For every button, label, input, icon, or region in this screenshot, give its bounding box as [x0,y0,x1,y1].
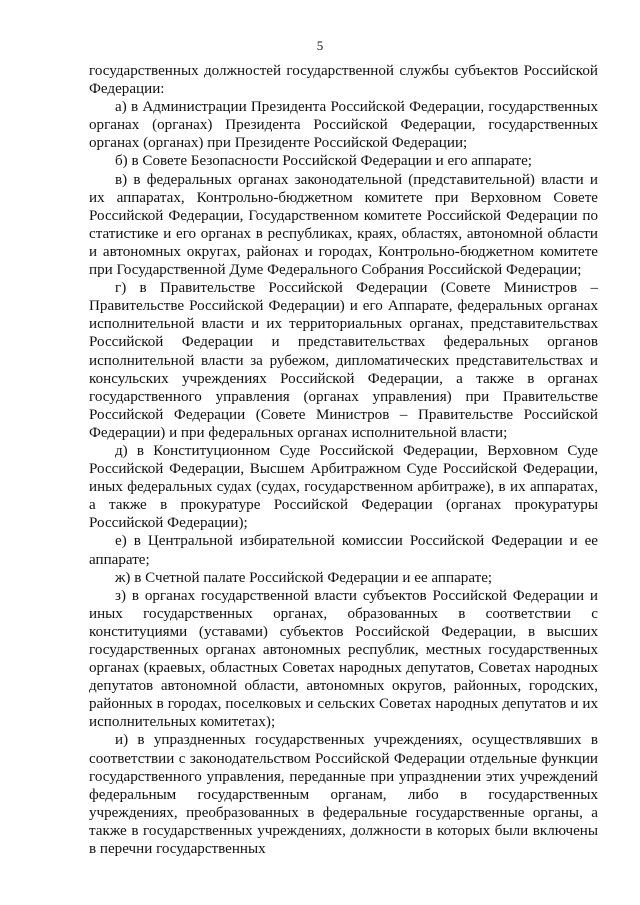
paragraph-item-v: в) в федеральных органах законодательной (представительной) власти и их аппаратах, Контрольно-бюджетном комитете при Верховном Совете Российской Федерации, Государственном комитете Российской Федерации по статистике и его органах в республиках, краях, областях, автономной области и автономных округах, районах и городах, Контрольно-бюджетном комитете при Государственной Думе Федерального Собрания Российской Федерации; [89,171,598,279]
page-number: 5 [316,38,324,53]
paragraph-item-e: е) в Центральной избирательной комиссии Российской Федерации и ее аппарате; [89,533,598,568]
paragraph-item-g: г) в Правительстве Российской Федерации (Совете Министров – Правительстве Российской Федерации) и его Аппарате, федеральных органах исполнительной власти и их территориальных органах, представительствах Российской Федерации и представительствах федеральных органов исполнительной власти за рубежом, дипломатических представительствах и консульских учреждениях Российской Федерации, а также в органах государственного управления (органах управления) при Правительстве Российской Федерации (Совете Министров – Правительстве Российской Федерации) и при федеральных органах исполнительной власти; [89,280,598,441]
paragraph-item-z: з) в органах государственной власти субъектов Российской Федерации и иных государственных органах, образованных в соответствии с конституциями (уставами) субъектов Российской Федерации, в высших государственных органах автономных республик, местных государственных органах (краевых, областных Советах народных депутатов, Советах народных депутатов автономной области, автономных округов, районных, городских, районных в городах, поселковых и сельских Советах народных депутатов и их исполнительных комитетах); [89,587,598,731]
paragraph-item-a: а) в Администрации Президента Российской Федерации, государственных органах (органах) Президента Российской Федерации, государственных органах (органах) при Президенте Российской Федерации; [89,99,598,152]
paragraph-intro: государственных должностей государственной службы субъектов Российской Федерации: [89,63,598,98]
paragraph-item-b: б) в Совете Безопасности Российской Федерации и его аппарате; [115,153,532,170]
paragraph-item-zh: ж) в Счетной палате Российской Федерации и ее аппарате; [115,569,493,586]
paragraph-item-d: д) в Конституционном Суде Российской Федерации, Верховном Суде Российской Федерации, Высшем Арбитражном Суде Российской Федерации, иных федеральных судах (судах, государственном арбитраже), в их аппаратах, а также в прокуратуре Российской Федерации (органах прокуратуры Российской Федерации); [89,442,598,532]
paragraph-item-i: и) в упраздненных государственных учреждениях, осуществлявших в соответствии с законодательством Российской Федерации отдельные функции государственного управления, переданные при упразднении этих учреждений федеральным государственным органам, либо в государственных учреждениях, преобразованных в федеральные государственные органы, а также в государственных учреждениях, должности в которых были включены в перечни государственных [89,732,598,858]
document-body [89,62,598,858]
